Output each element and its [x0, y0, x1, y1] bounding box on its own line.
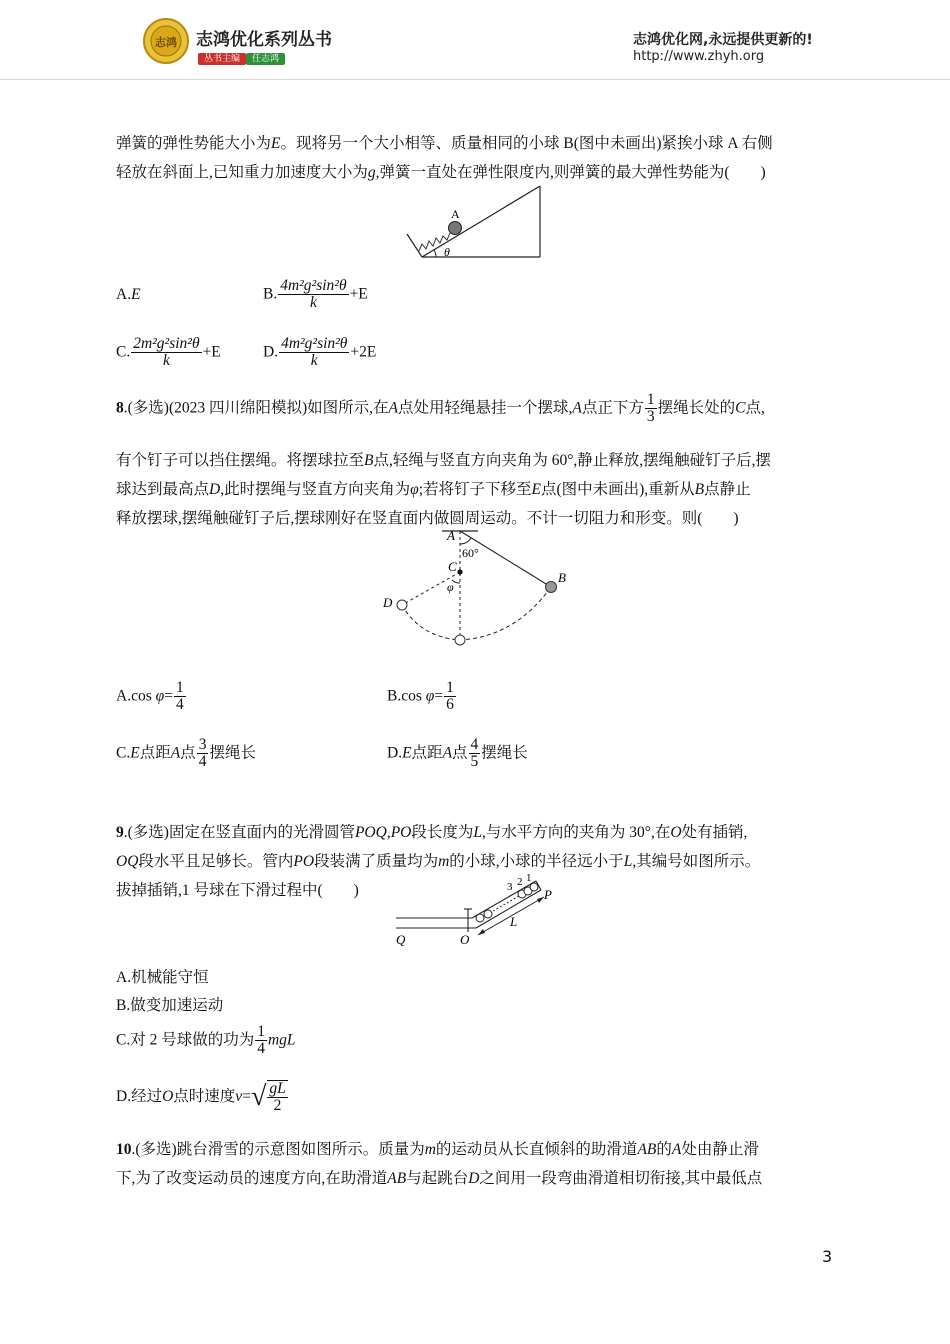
q9-option-b: B.做变加速运动 — [116, 997, 224, 1014]
ball-2nd-near-o — [484, 910, 492, 918]
wall-line — [407, 234, 422, 257]
ball-near-o — [476, 914, 484, 922]
q8-option-d: D.E点距A点 $\frac{4}{5}$ 摆绳长 — [387, 736, 528, 771]
q8-option-b: B.cos φ= $\frac{1}{6}$ — [387, 679, 454, 714]
incline-surface — [422, 186, 540, 257]
q7-line-2: 轻放在斜面上,已知重力加速度大小为g,弹簧一直处在弹性限度内,则弹簧的最大弹性势能为( ) — [116, 164, 766, 181]
header-divider — [0, 79, 950, 80]
ball-d — [397, 600, 407, 610]
editor-name: 任志鸿 — [246, 53, 285, 65]
q9-figure-tube — [394, 870, 566, 952]
sqrt-sign-icon: √ — [250, 1081, 267, 1113]
logo-text: 志鸿 — [155, 37, 177, 49]
q10-line-2: 下,为了改变运动员的速度方向,在助滑道AB与起跳台D之间用一段弯曲滑道相切衔接,其中最低点 — [116, 1170, 763, 1187]
header — [0, 0, 950, 80]
logo-emblem-icon — [143, 18, 189, 64]
label-ball-a: A — [451, 207, 460, 221]
q10-line-1: 10.(多选)跳台滑雪的示意图如图所示。质量为m的运动员从长直倾斜的助滑道AB的A处由静止滑 — [116, 1141, 759, 1158]
arrow-head-o — [478, 929, 485, 935]
label-q: Q — [396, 932, 406, 947]
q7-option-a: A.E — [116, 286, 141, 303]
swing-path — [402, 587, 551, 640]
q8-figure-pendulum — [380, 527, 575, 652]
label-a: A — [447, 528, 455, 543]
q9-line-2: OQ段水平且足够长。管内PO段装满了质量均为m的小球,小球的半径远小于L,其编号如图所示。 — [116, 853, 761, 870]
header-url: http://www.zhyh.org — [633, 49, 765, 64]
q7-figure-incline-spring — [402, 182, 546, 262]
label-2: 2 — [517, 876, 523, 888]
arrow-head-p — [537, 897, 544, 903]
label-phi: φ — [447, 580, 454, 594]
ball-bottom — [455, 635, 465, 645]
label-1: 1 — [526, 872, 532, 884]
q8-line-3: 球达到最高点D,此时摆绳与竖直方向夹角为φ;若将钉子下移至E点(图中未画出),重新从B点静止 — [116, 481, 751, 498]
q7-option-c: C. $\frac{\text{2m²g²sin²θ}}{k}$ +E — [116, 335, 221, 370]
ball-a — [449, 222, 462, 235]
label-d: D — [383, 595, 393, 610]
label-o: O — [460, 932, 470, 947]
q8-line-4: 释放摆球,摆绳触碰钉子后,摆球刚好在竖直面内做圆周运动。不计一切阻力和形变。则( ) — [116, 510, 739, 527]
q8-option-c: C.E点距A点 $\frac{3}{4}$ 摆绳长 — [116, 736, 256, 771]
q9-option-a: A.机械能守恒 — [116, 969, 209, 986]
header-slogan: 志鸿优化网,永远提供更新的! — [633, 32, 813, 48]
label-c: C — [448, 559, 457, 574]
q8-line-2: 有个钉子可以挡住摆绳。将摆球拉至B点,轻绳与竖直方向夹角为 60°,静止释放,摆绳触碰钉子后,摆 — [116, 452, 772, 469]
q9-option-d: D.经过O点时速度v=√ $\frac{gL}{2}$ — [116, 1080, 286, 1115]
ball-1 — [530, 883, 538, 891]
angle-arc — [434, 250, 436, 257]
q9-line-1: 9.(多选)固定在竖直面内的光滑圆管POQ,PO段长度为L,与水平方向的夹角为 30°,在O处有插销, — [116, 824, 748, 841]
q9-option-c: C.对 2 号球做的功为 $\frac{1}{4}$ mgL — [116, 1023, 296, 1058]
angle-60-arc — [460, 538, 471, 544]
tube-po-bottom — [476, 890, 541, 928]
editor-label: 丛书主编 — [198, 53, 246, 65]
q7-line-1: 弹簧的弹性势能大小为E。现将另一个大小相等、质量相同的小球 B(图中未画出)紧挨小球 A 右侧 — [116, 135, 773, 152]
label-p: P — [544, 887, 552, 902]
tube-po-top — [472, 881, 536, 918]
label-3: 3 — [507, 881, 513, 893]
series-title: 志鸿优化系列丛书 — [196, 30, 332, 50]
q8-line-1: 8.(多选)(2023 四川绵阳模拟)如图所示,在A点处用轻绳悬挂一个摆球,A点正下方 $\frac{1}{3}$ 摆绳长处的C点, — [116, 391, 765, 426]
page-number: 3 — [822, 1247, 833, 1266]
q7-option-b: B. $\frac{\text{4m²g²sin²θ}}{k}$ +E — [263, 277, 368, 312]
label-60: 60° — [462, 546, 479, 560]
q7-option-d: D. $\frac{\text{4m²g²sin²θ}}{k}$ +2E — [263, 335, 377, 370]
editor-badges — [198, 48, 285, 66]
ball-b — [546, 582, 557, 593]
label-l: L — [510, 914, 518, 929]
q9-line-3: 拔掉插销,1 号球在下滑过程中( ) — [116, 882, 359, 899]
label-theta: θ — [444, 245, 450, 259]
label-b: B — [558, 570, 566, 585]
q8-option-a: A.cos φ= $\frac{1}{4}$ — [116, 679, 184, 714]
